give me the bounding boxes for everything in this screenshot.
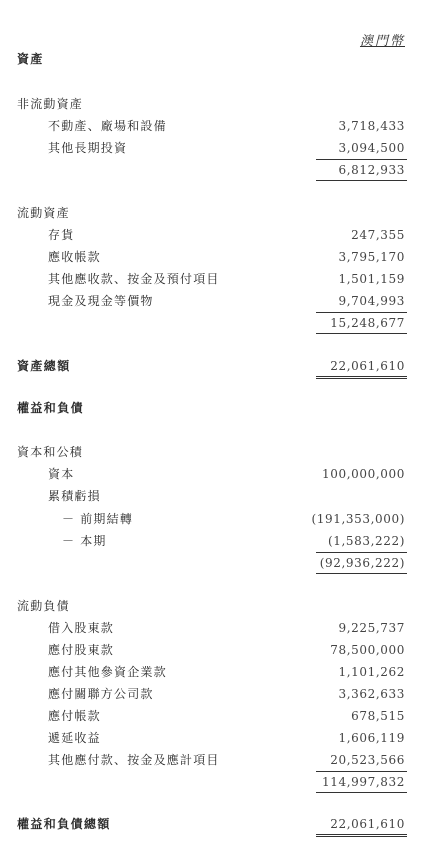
current-liabilities-heading-row bbox=[0, 598, 429, 614]
subtotal-rule bbox=[316, 552, 407, 553]
line-item bbox=[0, 533, 429, 549]
line-item-label: 現金及現金等價物 bbox=[48, 294, 154, 308]
subtotal-rule bbox=[316, 333, 407, 334]
line-item-label: 應付關聯方公司款 bbox=[48, 687, 154, 701]
line-item bbox=[0, 686, 429, 702]
total-assets-value: 22,061,610 bbox=[330, 359, 405, 373]
total-assets-label: 資產總額 bbox=[17, 359, 71, 373]
assets-heading: 資產 bbox=[17, 52, 44, 66]
line-item-label: 遞延收益 bbox=[48, 731, 101, 745]
capital-reserves-heading: 資本和公積 bbox=[17, 445, 84, 459]
line-item bbox=[0, 752, 429, 768]
line-item-label: 應付帳款 bbox=[48, 709, 101, 723]
subtotal-row bbox=[0, 315, 429, 331]
assets-heading-row bbox=[0, 51, 429, 67]
total-equity-liabilities-row bbox=[0, 816, 429, 832]
line-item bbox=[0, 620, 429, 636]
line-item-label: 資本 bbox=[48, 467, 75, 481]
non-current-assets-heading: 非流動資產 bbox=[17, 97, 84, 111]
line-item-value: 20,523,566 bbox=[330, 753, 405, 767]
line-item bbox=[0, 642, 429, 658]
line-item bbox=[0, 227, 429, 243]
total-double-rule bbox=[316, 834, 407, 837]
line-item-label: － 本期 bbox=[62, 534, 107, 548]
line-item-label: 其他應收款、按金及預付項目 bbox=[48, 272, 220, 286]
current-assets-heading-row bbox=[0, 205, 429, 221]
line-item-value: 78,500,000 bbox=[330, 643, 405, 657]
capital-reserves-subtotal: (92,936,222) bbox=[319, 556, 405, 570]
current-assets-subtotal: 15,248,677 bbox=[330, 316, 405, 330]
line-item-value: (191,353,000) bbox=[311, 512, 405, 526]
line-item bbox=[0, 293, 429, 309]
subtotal-rule bbox=[316, 792, 407, 793]
subtotal-rule bbox=[316, 312, 407, 313]
subtotal-row bbox=[0, 555, 429, 571]
line-item bbox=[0, 708, 429, 724]
subtotal-row bbox=[0, 162, 429, 178]
line-item-value: 247,355 bbox=[351, 228, 405, 242]
line-item-label: － 前期結轉 bbox=[62, 512, 134, 526]
line-item-value: 100,000,000 bbox=[322, 467, 405, 481]
non-current-assets-heading-row bbox=[0, 96, 429, 112]
line-item bbox=[0, 271, 429, 287]
line-item-label: 存貨 bbox=[48, 228, 75, 242]
line-item bbox=[0, 118, 429, 134]
non-current-assets-subtotal: 6,812,933 bbox=[338, 163, 405, 177]
line-item-value: 3,718,433 bbox=[338, 119, 405, 133]
total-double-rule bbox=[316, 376, 407, 379]
line-item-label: 借入股東款 bbox=[48, 621, 115, 635]
line-item-label: 不動產、廠場和設備 bbox=[48, 119, 167, 133]
line-item-value: 1,501,159 bbox=[338, 272, 405, 286]
line-item-value: 3,094,500 bbox=[338, 141, 405, 155]
line-item-label: 應付其他參資企業款 bbox=[48, 665, 167, 679]
subtotal-rule bbox=[316, 573, 407, 574]
total-assets-row bbox=[0, 358, 429, 374]
line-item-value: 9,225,737 bbox=[338, 621, 405, 635]
line-item-value: 678,515 bbox=[351, 709, 405, 723]
line-item bbox=[0, 466, 429, 482]
currency-header: 澳門幣 bbox=[359, 34, 405, 49]
total-equity-liabilities-label: 權益和負債總額 bbox=[17, 817, 111, 831]
line-item bbox=[0, 730, 429, 746]
line-item bbox=[0, 488, 429, 504]
equity-liabilities-heading: 權益和負債 bbox=[17, 401, 85, 415]
subtotal-row bbox=[0, 774, 429, 790]
subtotal-rule bbox=[316, 771, 407, 772]
line-item bbox=[0, 511, 429, 527]
line-item-label: 其他應付款、按金及應計項目 bbox=[48, 753, 220, 767]
equity-liabilities-heading-row bbox=[0, 400, 429, 416]
line-item-value: (1,583,222) bbox=[327, 534, 405, 548]
current-assets-heading: 流動資產 bbox=[17, 206, 70, 220]
line-item-value: 3,795,170 bbox=[338, 250, 405, 264]
line-item-value: 9,704,993 bbox=[338, 294, 405, 308]
line-item-label: 其他長期投資 bbox=[48, 141, 128, 155]
line-item bbox=[0, 664, 429, 680]
line-item bbox=[0, 249, 429, 265]
subtotal-rule bbox=[316, 180, 407, 181]
line-item-label: 應付股東款 bbox=[48, 643, 115, 657]
line-item bbox=[0, 140, 429, 156]
total-equity-liabilities-value: 22,061,610 bbox=[330, 817, 405, 831]
line-item-value: 1,606,119 bbox=[338, 731, 405, 745]
current-liabilities-heading: 流動負債 bbox=[17, 599, 70, 613]
line-item-label: 應收帳款 bbox=[48, 250, 101, 264]
line-item-label: 累積虧損 bbox=[48, 489, 101, 503]
line-item-value: 3,362,633 bbox=[338, 687, 405, 701]
subtotal-rule bbox=[316, 159, 407, 160]
capital-reserves-heading-row bbox=[0, 444, 429, 460]
current-liabilities-subtotal: 114,997,832 bbox=[322, 775, 405, 789]
line-item-value: 1,101,262 bbox=[338, 665, 405, 679]
